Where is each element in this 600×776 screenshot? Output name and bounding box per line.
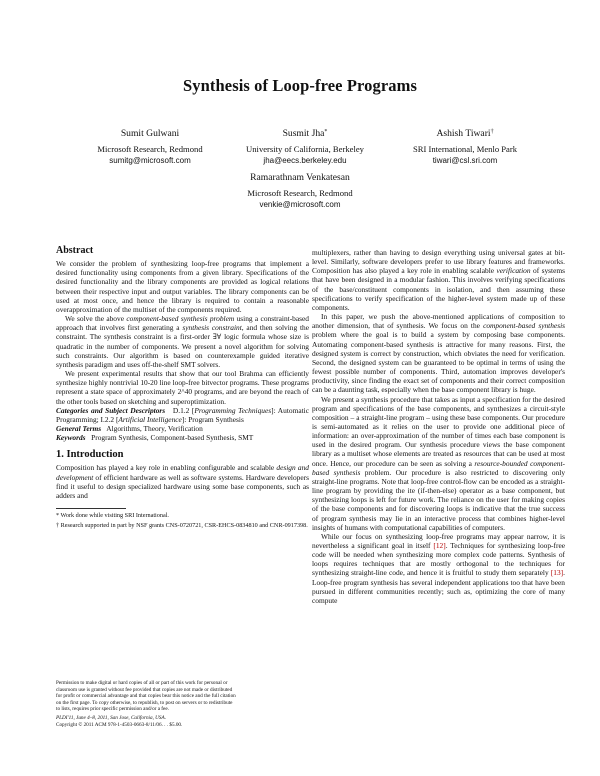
introduction-heading: 1. Introduction bbox=[56, 449, 124, 461]
body-paragraph: multiplexers, rather than having to design everything using universal gates at bit-level. Similarly, software developers prefer to use library features and frameworks. Composition has also played a key role in enabling scalable verification of systems that have been designed in a modular fashion. This involves verifying specifications of the base/constituent components in isolation, and then assuming these specifications to verify specification of the higher-level system made up of these components. bbox=[312, 248, 566, 312]
author-name: Sumit Gulwani bbox=[120, 128, 180, 139]
body-paragraph: We present a synthesis procedure that takes as input a specification for the desired program and specifications of the base components, and synthesizes a circuit-style composition – a straight-line program – using these base components. Our procedure is semi-automated as it relies on the user to provide one additional piece of information: an over-approximation of the number of times each base component is used in the desired program. Our synthesis procedure views the base component library as a multiset whose elements are treated as resources that can be used at most once. Hence, our procedure can be seen as solving a resource-bounded component-based synthesis problem. Our procedure is also restricted to discovering only straight-line programs. Note that loop-free control-flow can be encoded as a straight-line program by providing the ite (if-then-else) operator as a base component, but synthesizing loops is left for future work. The reliance on the user for making copies of the base components and for discovering loops is indicative that the true success of program synthesis may lie in an interactive process that combines higher-level insights of humans with computational capabilities of computers. bbox=[312, 394, 566, 532]
categories-heading: Categories and Subject Descriptors bbox=[56, 405, 166, 415]
footnote: * Work done while visiting SRI International. bbox=[56, 512, 169, 520]
author-footnote-mark: * bbox=[324, 129, 328, 135]
categories-section: Categories and Subject Descriptors D.1.2 [Programming Techniques]: Automatic Programming; I.2.2 [Artificial Intelligence]: Program Synthesis bbox=[56, 405, 310, 424]
author-affiliation: Microsoft Research, Redmond bbox=[247, 187, 353, 198]
author-block-3 bbox=[385, 128, 545, 167]
paper-title: Synthesis of Loop-free Programs bbox=[183, 76, 417, 95]
general-terms-section: General Terms Algorithms, Theory, Verification bbox=[56, 423, 203, 433]
author-name: Susmit Jha* bbox=[282, 128, 328, 139]
author-affiliation: Microsoft Research, Redmond bbox=[97, 143, 203, 154]
citation-link[interactable]: [12] bbox=[433, 541, 446, 550]
body-paragraph: In this paper, we push the above-mentioned applications of composition to another dimension, that of synthesis. We focus on the component-based synthesis problem where the goal is to build a system by composing base components. Automating component-based synthesis is attractive for many reasons. First, the designed system is correct by construction, which obviates the need for verification. Second, the designed system can be guaranteed to be optimal in terms of using the fewest possible number of components. Third, automation improves developer's productivity, since finding the exact set of components and their correct composition can be a daunting task, especially when the base component library is huge. bbox=[312, 312, 566, 395]
general-terms-heading: General Terms bbox=[56, 423, 102, 433]
keywords-section: Keywords Program Synthesis, Component-based Synthesis, SMT bbox=[56, 433, 254, 443]
author-affiliation: University of California, Berkeley bbox=[246, 143, 364, 154]
right-column bbox=[312, 248, 565, 605]
keywords-heading: Keywords bbox=[56, 433, 86, 443]
abstract-paragraph: We consider the problem of synthesizing loop-free programs that implement a desired functionality using components from a given library. Specifications of the desired functionality and the library components are provided as logical relations between their respective input and output variables. The library components can be used at most once, and hence the library is required to contain a reasonable overapproximation of the multiset of the components required. bbox=[56, 259, 309, 314]
permission-notice: Permission to make digital or hard copies of all or part of this work for personal or classroom use is granted without fee provided that copies are not made or distributed for profit or commercial advantage and that copies bear this notice and the full citation on the first page. To copy otherwise, to republish, to post on servers or to redistribute to lists, requires prior specific permission and/or a fee. PLDI'11, June 4–8, 2011, San Jose, California, USA. Copyright © 2011 ACM 978-1-4503-0663-8/11/06. . . $5.00. bbox=[56, 680, 236, 728]
abstract-paragraph: We solve the above component-based synthesis problem using a constraint-based approach that involves first generating a synthesis constraint, and then solving the constraint. The synthesis constraint is a first-order ∃∀ logic formula whose size is quadratic in the number of components. We present a novel algorithm for solving such constraints. Our algorithm is based on counterexample guided iterative synthesis paradigm and uses off-the-shelf SMT solvers. bbox=[56, 314, 309, 369]
citation-link[interactable]: [13] bbox=[550, 568, 564, 578]
author-block-2 bbox=[225, 128, 385, 167]
author-email[interactable]: sumitg@microsoft.com bbox=[109, 156, 191, 165]
author-name: Ashish Tiwari† bbox=[436, 128, 494, 139]
abstract-heading: Abstract bbox=[56, 245, 94, 256]
author-name: Ramarathnam Venkatesan bbox=[250, 172, 350, 183]
author-block-1 bbox=[80, 128, 220, 167]
author-affiliation: SRI International, Menlo Park bbox=[412, 143, 518, 154]
abstract-paragraph: We present experimental results that show that our tool Brahma can efficiently synthesize highly nontrivial 10-20 line loop-free bitvector programs. These programs represent a state space of approximately 2^40 programs, and are beyond the reach of the other tools based on sketching and superoptimization. bbox=[56, 369, 309, 406]
author-block-4 bbox=[220, 172, 380, 211]
footnote: † Research supported in part by NSF grants CNS-0720721, CSR-EHCS-0834810 and CNR-0917398. bbox=[56, 521, 308, 529]
author-email[interactable]: jha@eecs.berkeley.edu bbox=[263, 156, 347, 165]
author-email[interactable]: venkie@microsoft.com bbox=[259, 200, 341, 209]
left-column bbox=[56, 246, 309, 529]
author-email[interactable]: tiwari@csl.sri.com bbox=[432, 156, 498, 165]
author-footnote-mark: † bbox=[490, 129, 494, 135]
body-paragraph: While our focus on synthesizing loop-free programs may appear narrow, it is nevertheless a significant goal in itself [12]. Techniques for synthesizing loop-free code will be needed when synthesizing more complex code patterns. Synthesis of loops requires techniques that are mostly orthogonal to the techniques for synthesizing straight-line code, and hence it is fruitful to study them separately [13]. Loop-free program synthesis has several independent applications too that have been pursued in different communities recently; such as, optimizing the core of many compute bbox=[312, 531, 565, 605]
introduction-paragraph: Composition has played a key role in enabling configurable and scalable design and development of efficient hardware as well as software systems. Hardware developers find it useful to design specialized hardware using some base components, such as adders and bbox=[56, 463, 309, 500]
footnote-rule bbox=[56, 508, 126, 509]
